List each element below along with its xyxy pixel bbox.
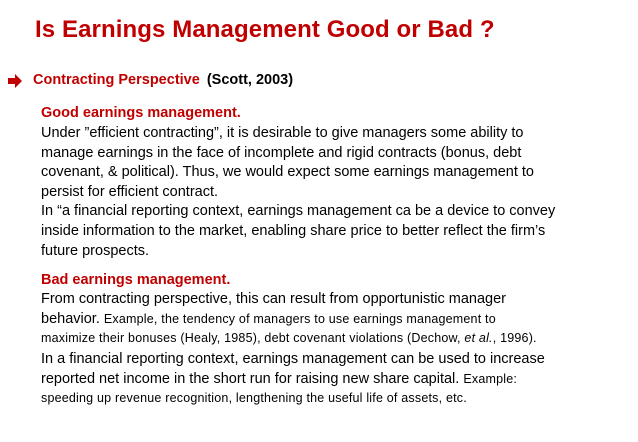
example-text: Example, the tendency of managers to use earnings management to — [103, 311, 496, 326]
bullet-citation: (Scott, 2003) — [206, 72, 294, 88]
text-line: future prospects. — [41, 242, 149, 259]
text-line: In “a financial reporting context, earnings management ca be a device to convey — [41, 203, 556, 220]
text-run: maximize their bonuses (Healy, 1985), debt covenant violations (Dechow, — [41, 331, 461, 346]
text-run: reported net income in the short run for raising new share capital. — [41, 370, 460, 387]
bad-paragraph-1 — [41, 290, 631, 349]
text-line: Under ”efficient contracting”, it is desirable to give managers some ability to — [41, 125, 524, 141]
text-run: behavior. — [41, 310, 100, 327]
slide-title: Is Earnings Management Good or Bad ? — [35, 16, 495, 43]
right-arrow-icon — [8, 74, 22, 88]
text-line — [41, 370, 631, 390]
good-paragraph-2 — [41, 202, 631, 261]
bad-heading: Bad earnings management. — [41, 272, 231, 289]
good-paragraph-1 — [41, 124, 631, 202]
slide-body — [41, 103, 631, 409]
good-heading: Good earnings management. — [41, 105, 241, 121]
example-text: Example: — [463, 371, 518, 386]
text-line: In a financial reporting context, earnings management can be used to increase — [41, 350, 545, 367]
text-line — [41, 310, 631, 330]
bullet-label-text: Contracting Perspective — [33, 72, 200, 88]
text-line: covenant, & political). Thus, we would expect some earnings management to — [41, 164, 534, 181]
text-line — [41, 329, 631, 349]
text-line: inside information to the market, enabling share price to better reflect the firm’s — [41, 222, 546, 239]
text-run: , 1996). — [492, 331, 537, 346]
text-line: persist for efficient contract. — [41, 183, 219, 200]
bullet-label — [33, 72, 293, 88]
et-al-italic: et al. — [464, 331, 493, 346]
text-line: manage earnings in the face of incomplete and rigid contracts (bonus, debt — [41, 144, 522, 161]
text-line: speeding up revenue recognition, lengthening the useful life of assets, etc. — [41, 391, 467, 406]
text-line: From contracting perspective, this can result from opportunistic manager — [41, 291, 507, 308]
bad-paragraph-2 — [41, 350, 631, 409]
